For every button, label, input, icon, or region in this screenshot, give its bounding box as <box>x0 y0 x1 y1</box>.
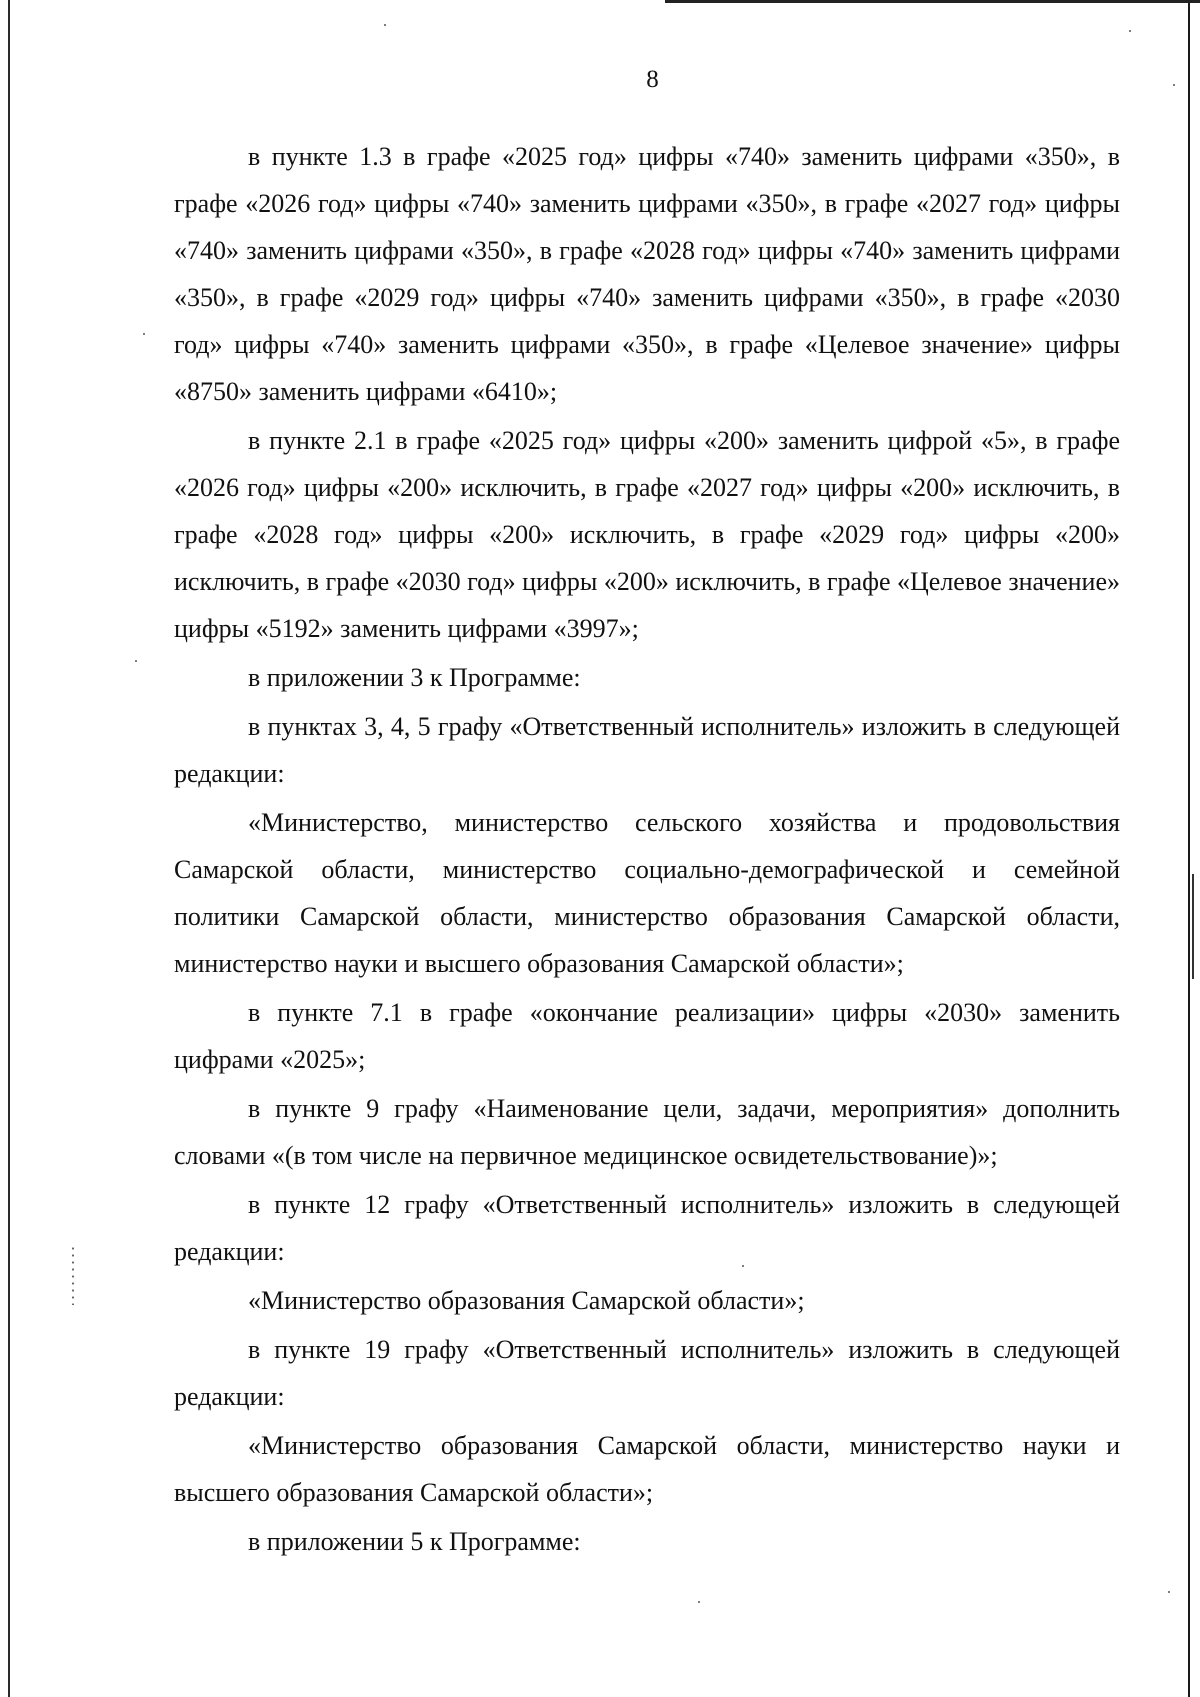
scan-left-edge <box>8 0 10 1697</box>
paragraph-item-2-1: в пункте 2.1 в графе «2025 год» цифры «200» заменить цифрой «5», в графе «2026 год» цифры «200» исключить, в графе «2027 год» цифры «200» исключить, в графе «2028 год» цифры «200» исключить, в графе «2029 год» цифры «200» исключить, в графе «2030 год» цифры «200» исключить, в графе «Целевое значение» цифры «5192» заменить цифрами «3997»; <box>174 426 1120 643</box>
scan-speck <box>143 333 145 335</box>
paragraph-education-science-ministries: «Министерство образования Самарской области, министерство науки и высшего образования Самарской области»; <box>174 1431 1120 1507</box>
paragraph-item-19: в пункте 19 графу «Ответственный исполнитель» изложить в следующей редакции: <box>174 1335 1120 1411</box>
paragraph-item-9: в пункте 9 графу «Наименование цели, задачи, мероприятия» дополнить словами «(в том числе на первичное медицинское освидетельствование)»; <box>174 1094 1120 1170</box>
scan-right-mark <box>1192 874 1194 979</box>
scan-speck <box>135 660 137 662</box>
paragraph-item-7-1: в пункте 7.1 в графе «окончание реализации» цифры «2030» заменить цифрами «2025»; <box>174 998 1120 1074</box>
page-number: 8 <box>646 66 659 93</box>
scan-right-edge <box>1188 0 1190 1697</box>
document-body <box>174 133 1120 1567</box>
scan-speck <box>698 1601 700 1603</box>
paragraph-education-ministry: «Министерство образования Самарской области»; <box>248 1286 805 1315</box>
paragraph-item-1-3: в пункте 1.3 в графе «2025 год» цифры «740» заменить цифрами «350», в графе «2026 год» цифры «740» заменить цифрами «350», в графе «2027 год» цифры «740» заменить цифрами «350», в графе «2028 год» цифры «740» заменить цифрами «350», в графе «2029 год» цифры «740» заменить цифрами «350», в графе «2030 год» цифры «740» заменить цифрами «350», в графе «Целевое значение» цифры «8750» заменить цифрами «6410»; <box>174 142 1120 406</box>
scan-speck <box>1129 30 1131 32</box>
paragraph-items-3-4-5: в пунктах 3, 4, 5 графу «Ответственный исполнитель» изложить в следующей редакции: <box>174 712 1120 788</box>
scan-speck <box>1168 1591 1170 1593</box>
scan-speck <box>384 24 386 26</box>
scan-dot-trail <box>72 1245 74 1305</box>
paragraph-appendix-5: в приложении 5 к Программе: <box>248 1527 581 1556</box>
paragraph-responsible-ministries: «Министерство, министерство сельского хозяйства и продовольствия Самарской области, министерство социально-демографической и семейной политики Самарской области, министерство образования Самарской области, министерство науки и высшего образования Самарской области»; <box>174 808 1120 978</box>
scan-top-edge <box>665 0 1200 3</box>
paragraph-appendix-3: в приложении 3 к Программе: <box>248 663 581 692</box>
paragraph-item-12: в пункте 12 графу «Ответственный исполнитель» изложить в следующей редакции: <box>174 1190 1120 1266</box>
